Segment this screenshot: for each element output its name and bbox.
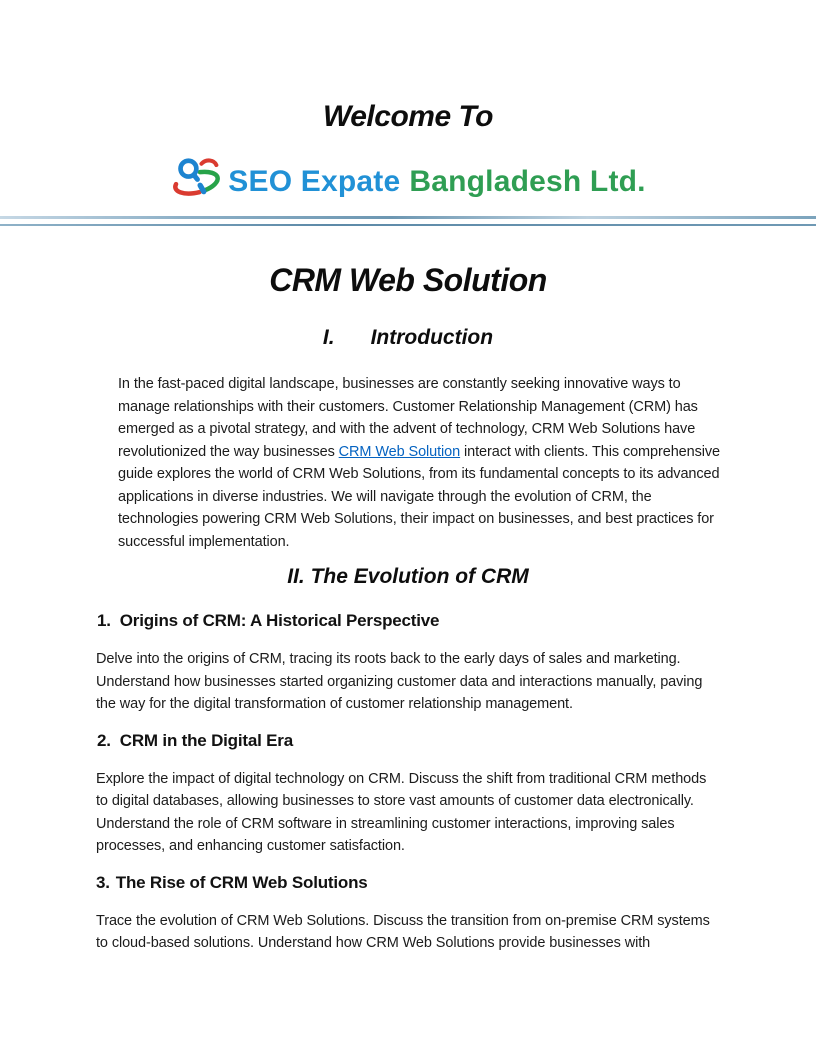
intro-text-after-link: interact with clients. This comprehensive guide explores the world of CRM Web Solutions, from its fundamental concepts to its advanced applications in diverse industries. We will navigate through the evolution of CRM, the technologies powering CRM Web Solutions, their impact on businesses, and best practices for successful implementation. (118, 443, 720, 550)
subsection-2-title: CRM in the Digital Era (119, 730, 293, 750)
section-heading-introduction (0, 326, 816, 350)
subsection-1-paragraph: Delve into the origins of CRM, tracing its roots back to the early days of sales and marketing. Understand how businesses started organizing customer data and interactions manually, paving the way for the digital transformation of customer relationship management. (96, 651, 703, 712)
document-title: CRM Web Solution (269, 262, 547, 298)
subsection-3-number: 3. (96, 872, 110, 892)
welcome-title: Welcome To (322, 100, 494, 133)
divider-bottom-line (0, 224, 816, 226)
subsection-3-title: The Rise of CRM Web Solutions (115, 872, 368, 892)
brand-name-primary: SEO Expate (228, 164, 401, 198)
crm-web-solution-link[interactable]: CRM Web Solution (338, 443, 461, 460)
subsection-1-number: 1. (97, 611, 111, 630)
subsection-2-number: 2. (97, 730, 111, 750)
introduction-paragraph (118, 373, 730, 553)
section-label: Introduction (370, 326, 494, 349)
subsection-3-heading (96, 873, 816, 893)
subsection-2-paragraph: Explore the impact of digital technology on CRM. Discuss the shift from traditional CRM methods to digital databases, allowing businesses to store vast amounts of customer data electronically. Understand the role of CRM software in streamlining customer interactions, improving sales processes, and enhancing customer satisfaction. (96, 770, 707, 854)
magnifier-orbit-icon (170, 155, 224, 208)
subsection-1-title: Origins of CRM: A Historical Perspective (119, 611, 440, 630)
subsection-3-paragraph: Trace the evolution of CRM Web Solutions. Discuss the transition from on-premise CRM systems to cloud-based solutions. Understand how CRM Web Solutions provide businesses with (96, 912, 710, 951)
brand-name-secondary: Bangladesh Ltd. (409, 164, 646, 198)
brand-logo (0, 155, 816, 208)
subsection-2-heading (97, 731, 816, 751)
subsection-1-heading (97, 611, 816, 631)
header-divider (0, 216, 816, 226)
intro-text-before-link: In the fast-paced digital landscape, businesses are constantly seeking innovative ways to manage relationships with their customers. Customer Relationship Management (CRM) has emerged as a pivotal strategy, and with the advent of technology, CRM Web Solutions have revolutionized the way businesses (118, 376, 698, 460)
section-numeral: I. (322, 326, 335, 349)
section-heading-evolution: II. The Evolution of CRM (287, 565, 529, 588)
